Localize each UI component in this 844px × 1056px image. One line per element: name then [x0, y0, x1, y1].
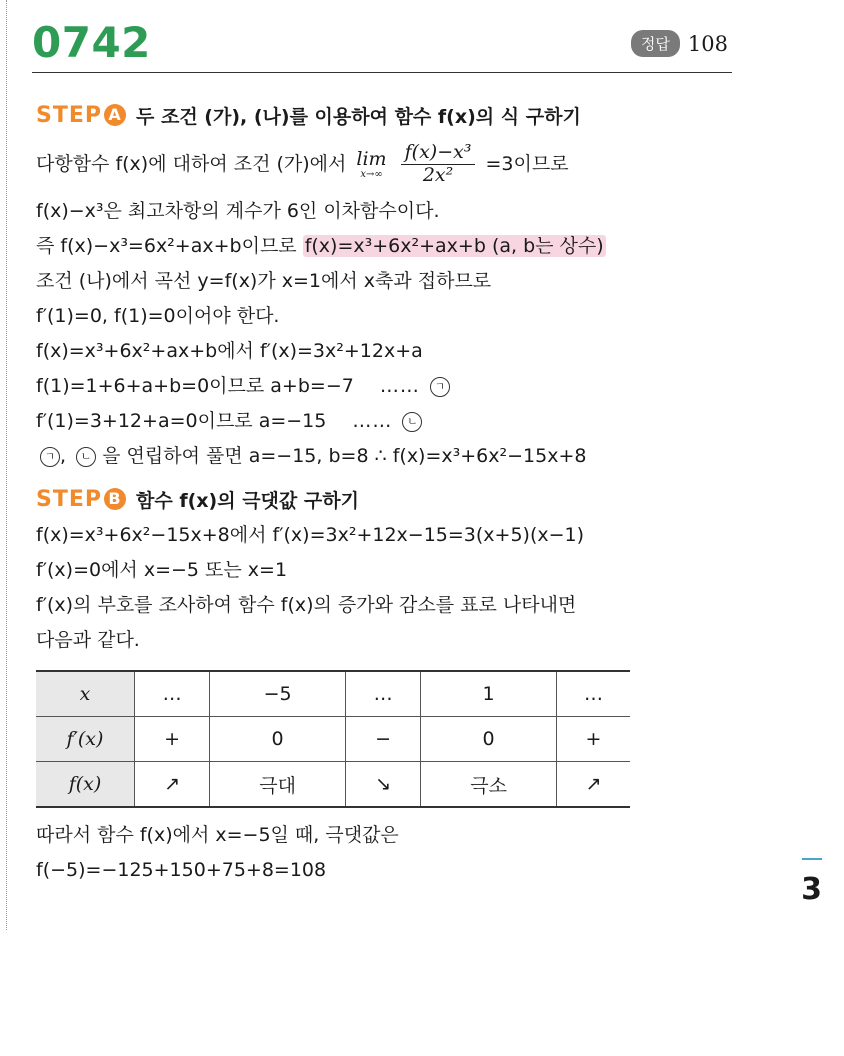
table-cell: …	[345, 671, 420, 717]
table-cell: ↗	[556, 762, 630, 808]
sign-table	[36, 670, 630, 808]
table-cell: 극소	[421, 762, 557, 808]
table-row	[36, 671, 630, 717]
chapter-number: 3	[801, 872, 822, 907]
step-a-line-1-text: 다항함수 f(x)에 대하여 조건 (가)에서	[36, 153, 347, 175]
table-cell: −5	[210, 671, 346, 717]
circled-marker-icon: ㄴ	[76, 447, 96, 467]
step-b-line-2: f′(x)=0에서 x=−5 또는 x=1	[36, 559, 288, 581]
answer-box	[631, 30, 728, 57]
step-a-line-7	[36, 369, 756, 404]
step-b-line-3: f′(x)의 부호를 조사하여 함수 f(x)의 증가와 감소를 표로 나타내면	[36, 594, 577, 616]
table-cell: 극대	[210, 762, 346, 808]
equation-tag-dots: ……	[352, 410, 393, 432]
limit-expression	[356, 149, 386, 181]
step-b-badge: B	[104, 488, 126, 510]
step-a-badge: A	[104, 104, 126, 126]
answer-badge: 정답	[631, 30, 680, 57]
step-a-line-9: ㄱ , ㄴ 을 연립하여 풀면 a=−15, b=8 ∴ f(x)=x³+6x²−15x+8	[36, 439, 756, 474]
step-a-line-2: f(x)−x³은 최고차항의 계수가 6인 이차함수이다.	[36, 200, 440, 222]
table-row	[36, 717, 630, 762]
problem-header	[32, 18, 732, 73]
chapter-tab-line	[802, 858, 822, 860]
step-a-label-text: STEP	[36, 102, 103, 128]
table-cell: 1	[421, 671, 557, 717]
step-a-line-1-post: =3이므로	[485, 153, 569, 175]
step-a-line-7-text: f(1)=1+6+a+b=0이므로 a+b=−7	[36, 375, 354, 397]
circled-marker-icon: ㄴ	[402, 412, 422, 432]
step-b-line-6: f(−5)=−125+150+75+8=108	[36, 859, 327, 881]
step-b-line-1: f(x)=x³+6x²−15x+8에서 f′(x)=3x²+12x−15=3(x+5)(x−1)	[36, 524, 585, 546]
step-a-line-1	[36, 134, 756, 194]
step-a-line-5: f′(1)=0, f(1)=0이어야 한다.	[36, 305, 280, 327]
problem-number: 0742	[32, 18, 151, 67]
table-cell: …	[135, 671, 210, 717]
table-cell: ↘	[345, 762, 420, 808]
table-cell: ↗	[135, 762, 210, 808]
step-a-line-9-text: 을 연립하여 풀면 a=−15, b=8 ∴ f(x)=x³+6x²−15x+8	[102, 445, 587, 467]
answer-value: 108	[687, 31, 728, 56]
limit-fraction	[401, 142, 476, 187]
fraction-denominator: 2x²	[422, 164, 454, 186]
solution-content	[36, 96, 756, 888]
step-a-line-8	[36, 404, 756, 439]
table-cell: +	[556, 717, 630, 762]
table-row	[36, 762, 630, 808]
equation-tag-dots: ……	[379, 375, 420, 397]
limit-label: lim	[356, 147, 387, 170]
step-a-line-8-text: f′(1)=3+12+a=0이므로 a=−15	[36, 410, 327, 432]
circled-marker-icon: ㄱ	[40, 447, 60, 467]
sign-table-body	[36, 671, 630, 807]
step-a-line-4: 조건 (나)에서 곡선 y=f(x)가 x=1에서 x축과 접하므로	[36, 270, 492, 292]
step-b-label-text: STEP	[36, 486, 103, 512]
table-cell: 0	[421, 717, 557, 762]
step-a-line-6: f(x)=x³+6x²+ax+b에서 f′(x)=3x²+12x+a	[36, 340, 423, 362]
limit-subscript: x→∞	[360, 169, 383, 181]
table-row-header: x	[36, 671, 135, 717]
step-a-label	[36, 103, 126, 128]
step-a-line-3	[36, 229, 756, 264]
left-dotted-margin	[6, 0, 7, 930]
fraction-numerator: f(x)−x³	[401, 142, 476, 165]
table-row-header: f′(x)	[36, 717, 135, 762]
step-a-heading: 두 조건 (가), (나)를 이용하여 함수 f(x)의 식 구하기	[136, 105, 581, 128]
step-b-title	[36, 480, 756, 518]
table-row-header: f(x)	[36, 762, 135, 808]
step-b-line-5: 따라서 함수 f(x)에서 x=−5일 때, 극댓값은	[36, 824, 399, 846]
table-cell: 0	[210, 717, 346, 762]
table-cell: −	[345, 717, 420, 762]
circled-marker-icon: ㄱ	[430, 377, 450, 397]
table-cell: +	[135, 717, 210, 762]
step-a-line-3-text: 즉 f(x)−x³=6x²+ax+b이므로	[36, 235, 297, 257]
step-b-line-4: 다음과 같다.	[36, 629, 140, 651]
table-cell: …	[556, 671, 630, 717]
step-a-title	[36, 96, 756, 134]
step-b-heading: 함수 f(x)의 극댓값 구하기	[136, 489, 359, 512]
highlighted-formula: f(x)=x³+6x²+ax+b (a, b는 상수)	[304, 235, 604, 257]
step-b-label	[36, 487, 126, 512]
